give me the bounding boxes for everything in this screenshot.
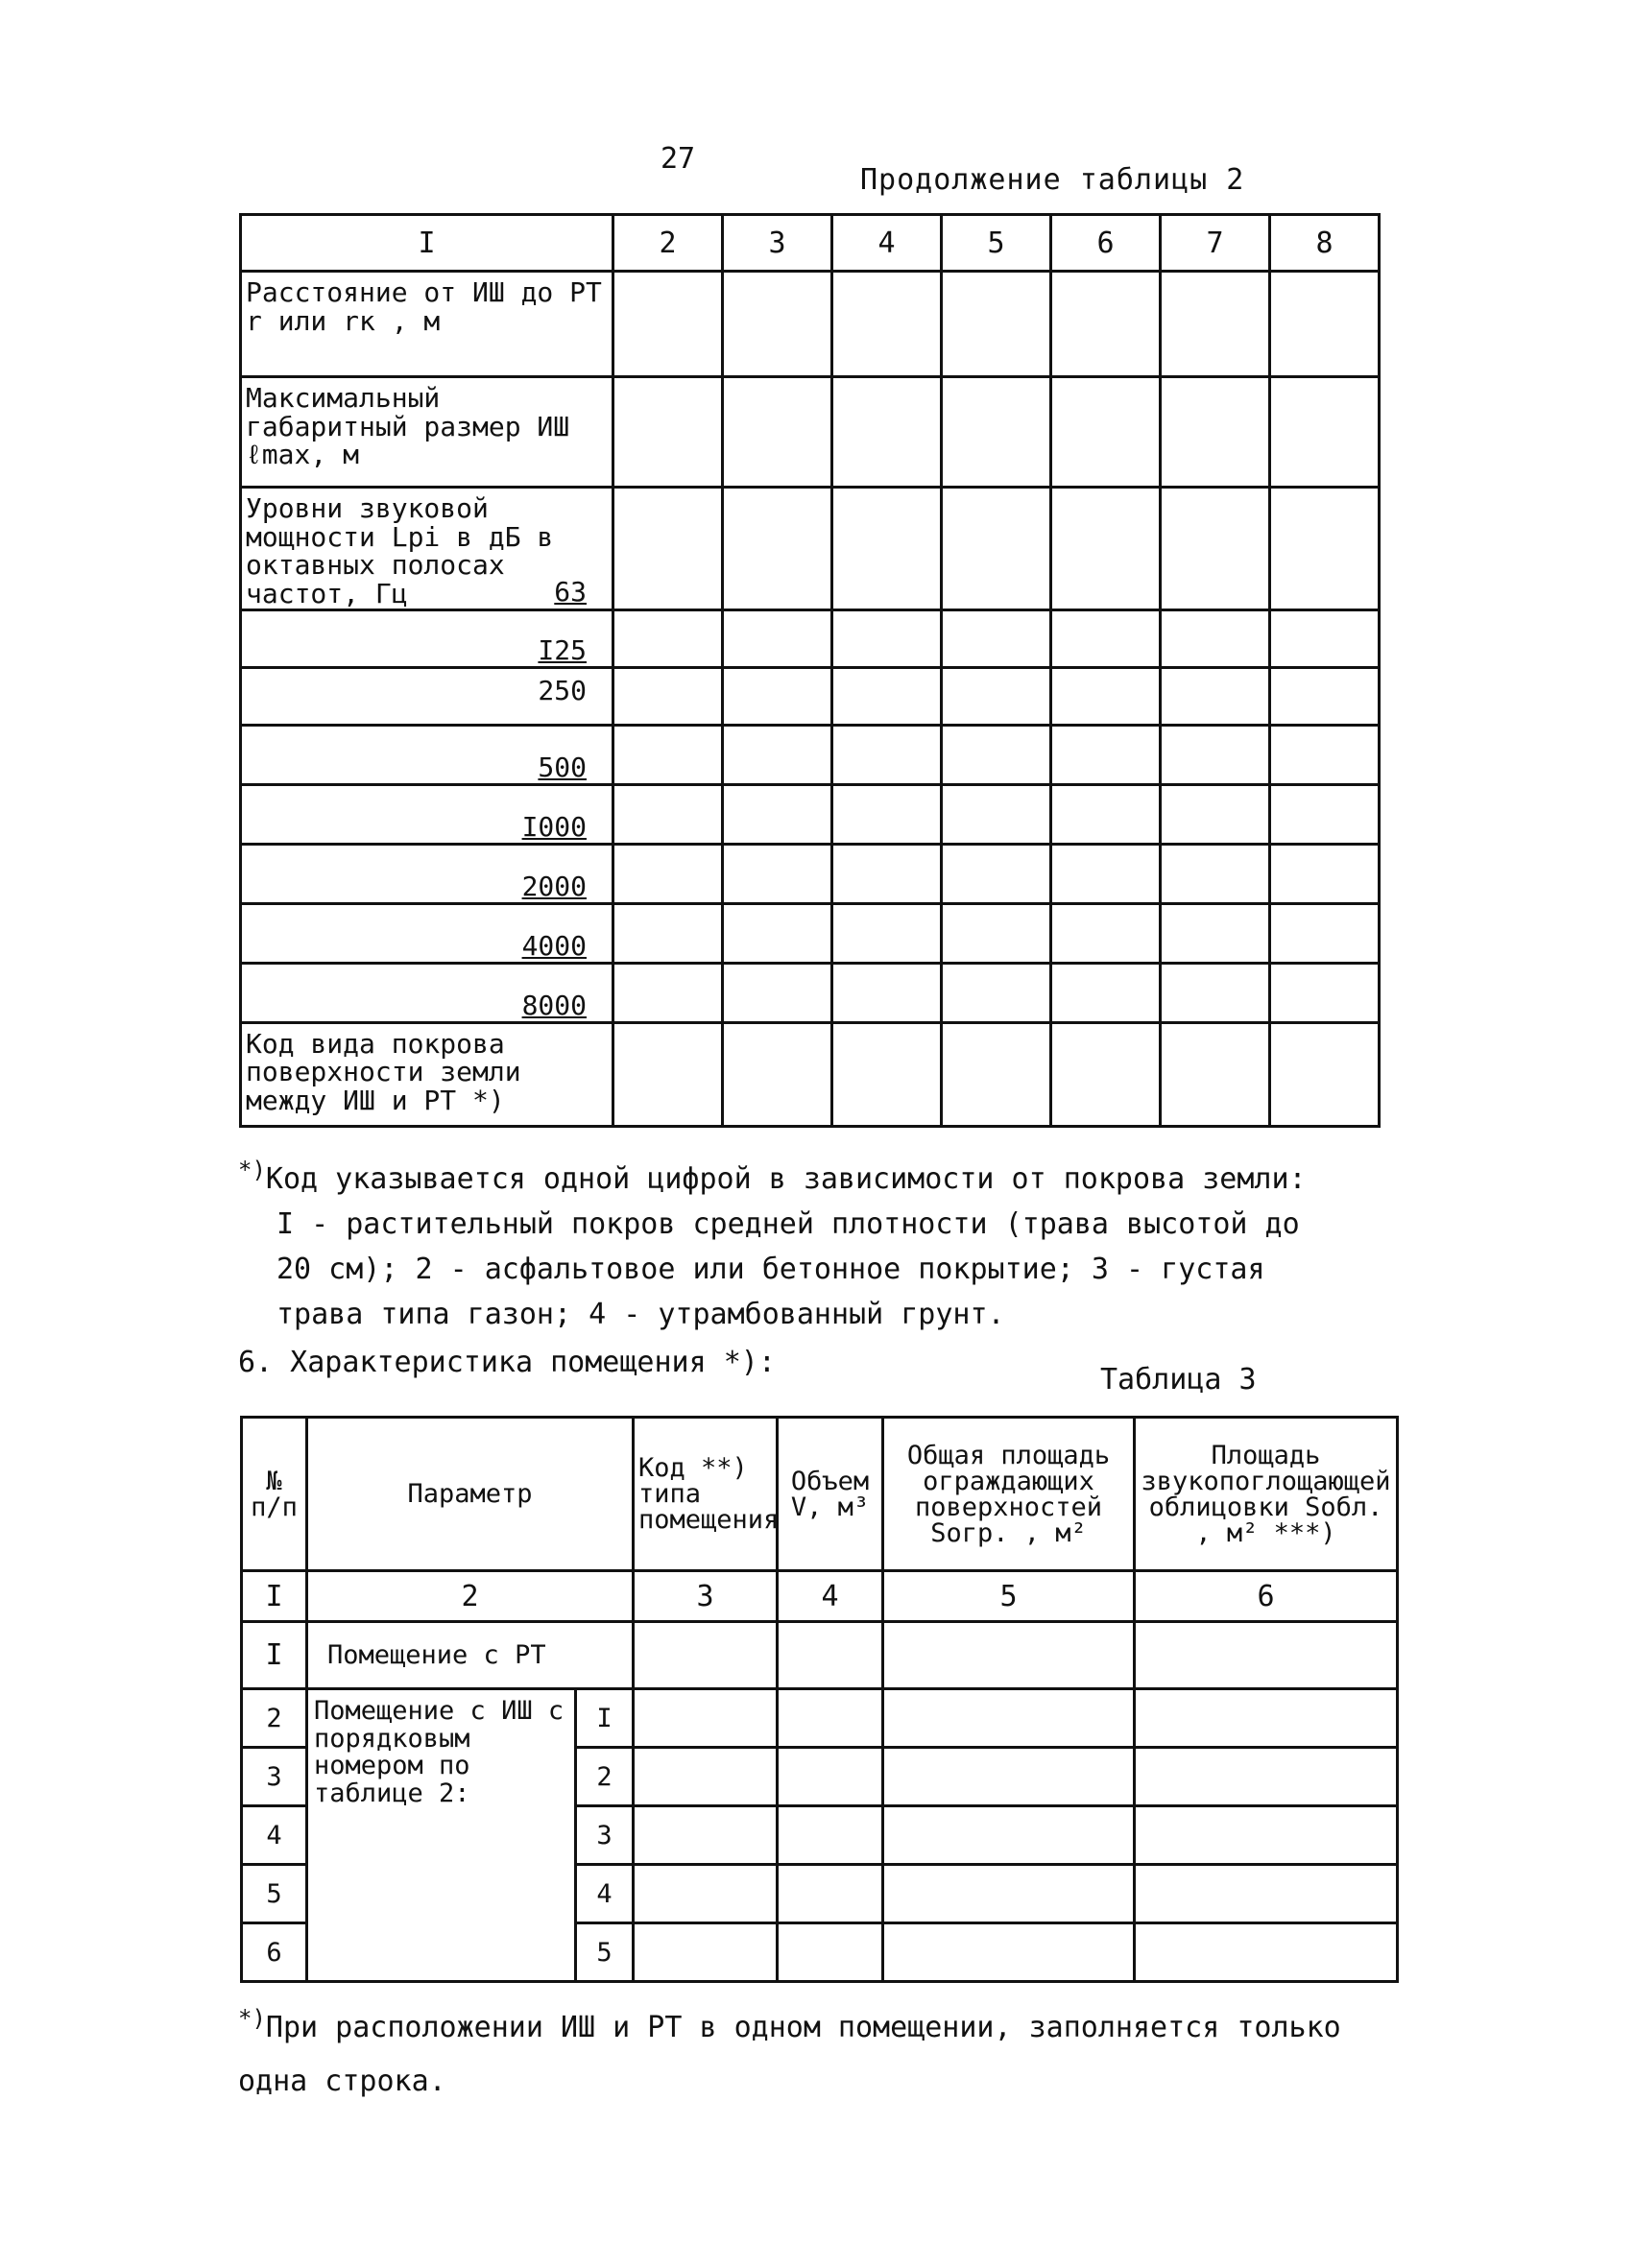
table-cell [832,667,942,725]
table-row [241,609,1380,667]
header-volume: Объем V, м³ [778,1418,883,1571]
table-cell [1135,1865,1398,1923]
freq-8000: 8000 [241,963,613,1022]
table-cell [942,667,1051,725]
table-cell [634,1689,778,1748]
header-absorb: Площадь звукопоглощающей облицовки Sобл. , м² ***) [1135,1418,1398,1571]
row-sub: 2 [576,1748,634,1806]
table-cell [1270,377,1380,488]
table-cell [1161,903,1270,963]
footnote-line: трава типа газон; 4 - утрамбованный грунт. [276,1298,1005,1331]
footnote-marker: *) [238,2005,266,2032]
table-cell [1051,272,1161,377]
table-cell [1051,377,1161,488]
footnote-ground-code [238,1148,1409,1337]
row-num: 2 [242,1689,307,1748]
table2-header: 6 [1051,215,1161,272]
header-code: Код **) типа помещения [634,1418,778,1571]
table2-header: I [241,215,613,272]
table-cell [832,784,942,844]
row-sub: 5 [576,1923,634,1982]
footnote-text: При расположении ИШ и РТ в одном помещении, заполняется только одна строка. [238,2011,1341,2098]
table-cell [832,963,942,1022]
table-cell [778,1622,883,1689]
footnote-line: I - растительный покров средней плотности (трава высотой до [276,1207,1300,1241]
table-cell [832,1022,942,1126]
table-cell [832,725,942,784]
table-cell [723,903,832,963]
table-row [242,1622,1398,1689]
table-cell [723,784,832,844]
table2-header: 7 [1161,215,1270,272]
section-6-title: 6. Характеристика помещения *): [238,1346,776,1379]
table-cell [1135,1748,1398,1806]
table-row [241,1022,1380,1126]
table-cell [942,963,1051,1022]
row-group-label: Помещение с ИШ с порядковым номером по таблице 2: [307,1689,576,1982]
table3-number-row [242,1571,1398,1622]
table-cell [613,963,723,1022]
table2-header: 2 [613,215,723,272]
table-cell [634,1622,778,1689]
row-label-max-size: Максимальный габаритный размер ИШ ℓmax, м [241,377,613,488]
column-number: I [242,1571,307,1622]
footnote-line: Код указывается одной цифрой в зависимости от покрова земли: [265,1162,1307,1196]
table-cell [1270,667,1380,725]
table-row [241,488,1380,610]
table-cell [1161,667,1270,725]
table-cell [723,725,832,784]
table-cell [723,844,832,903]
table-cell [1270,963,1380,1022]
table3-header-row [242,1418,1398,1571]
table-cell [832,903,942,963]
table-cell [883,1806,1135,1865]
column-number: 6 [1135,1571,1398,1622]
table-cell [1161,377,1270,488]
freq-250: 250 [241,667,613,725]
table-cell [883,1923,1135,1982]
table2-caption: Продолжение таблицы 2 [860,163,1245,197]
table-cell [1270,272,1380,377]
table3-caption: Таблица 3 [1100,1363,1257,1397]
table-cell [1135,1689,1398,1748]
row-num: 4 [242,1806,307,1865]
table-cell [634,1748,778,1806]
table-cell [1051,725,1161,784]
table-cell [1161,1022,1270,1126]
table-cell [1270,609,1380,667]
header-num: № п/п [242,1418,307,1571]
table-cell [832,377,942,488]
table-row [241,903,1380,963]
table-cell [778,1923,883,1982]
table-cell [613,844,723,903]
table-cell [778,1865,883,1923]
freq-2000: 2000 [241,844,613,903]
row-num: 3 [242,1748,307,1806]
table-row [241,963,1380,1022]
table-cell [1161,963,1270,1022]
table-cell [1051,844,1161,903]
table-cell [942,377,1051,488]
table-cell [1135,1622,1398,1689]
table-cell [723,963,832,1022]
row-num: I [242,1622,307,1689]
table-cell [942,272,1051,377]
row-label-ground-code: Код вида покрова поверхности земли между ИШ и РТ *) [241,1022,613,1126]
header-area: Общая площадь ограждающих поверхностей Sогр. , м² [883,1418,1135,1571]
table-cell [613,725,723,784]
table-cell [613,903,723,963]
table2-header-row [241,215,1380,272]
column-number: 5 [883,1571,1135,1622]
table-row [242,1689,1398,1748]
table-cell [1270,844,1380,903]
row-num: 6 [242,1923,307,1982]
table-cell [613,784,723,844]
table-row [241,377,1380,488]
table-cell [1270,903,1380,963]
row-sub: 3 [576,1806,634,1865]
table-3 [240,1416,1399,1983]
table-cell [1051,488,1161,610]
table-cell [1051,784,1161,844]
table2-header: 4 [832,215,942,272]
row-label: Помещение с РТ [307,1622,634,1689]
table-cell [634,1806,778,1865]
row-sub: 4 [576,1865,634,1923]
table-cell [723,488,832,610]
table-cell [942,609,1051,667]
table-cell [1161,784,1270,844]
row-sub: I [576,1689,634,1748]
table-cell [883,1748,1135,1806]
table-cell [832,272,942,377]
table-cell [778,1689,883,1748]
footnote-one-room [238,1992,1419,2109]
table-cell [942,488,1051,610]
table-cell [883,1865,1135,1923]
table-cell [942,903,1051,963]
freq-500: 500 [241,725,613,784]
table-cell [883,1689,1135,1748]
freq-125: I25 [241,609,613,667]
freq-4000: 4000 [241,903,613,963]
table-cell [1051,667,1161,725]
table-cell [1270,1022,1380,1126]
column-number: 2 [307,1571,634,1622]
table-cell [778,1748,883,1806]
table-cell [1270,725,1380,784]
table-cell [832,844,942,903]
freq-63: 63 [554,576,587,609]
table-cell [723,272,832,377]
table-cell [1051,609,1161,667]
column-number: 4 [778,1571,883,1622]
table-cell [832,609,942,667]
table-cell [1051,903,1161,963]
table-cell [1135,1806,1398,1865]
header-param: Параметр [307,1418,634,1571]
table-cell [634,1865,778,1923]
table-cell [883,1622,1135,1689]
footnote-marker: *) [238,1157,266,1183]
table-cell [613,377,723,488]
freq-1000: I000 [241,784,613,844]
table-cell [1161,488,1270,610]
table-cell [942,725,1051,784]
table-cell [723,1022,832,1126]
table-row [241,272,1380,377]
row-num: 5 [242,1865,307,1923]
table-cell [1051,1022,1161,1126]
table-cell [832,488,942,610]
table-cell [723,377,832,488]
table-cell [1135,1923,1398,1982]
table-cell [1161,609,1270,667]
table-cell [1161,725,1270,784]
table-cell [1270,488,1380,610]
table-cell [613,488,723,610]
table-cell [942,844,1051,903]
table-row [241,844,1380,903]
table-cell [1051,963,1161,1022]
footnote-line: 20 см); 2 - асфальтовое или бетонное покрытие; 3 - густая [276,1253,1265,1286]
table2-header: 3 [723,215,832,272]
row-label-sound-power [241,488,613,610]
page-number: 27 [661,142,696,176]
table2-header: 5 [942,215,1051,272]
table-2 [239,213,1381,1128]
row-label-distance: Расстояние от ИШ до РТ r или rк , м [241,272,613,377]
table-cell [942,1022,1051,1126]
table-cell [778,1806,883,1865]
table-cell [634,1923,778,1982]
table-cell [613,609,723,667]
table-cell [613,1022,723,1126]
table-cell [1270,784,1380,844]
table-cell [723,609,832,667]
table-cell [613,667,723,725]
sound-power-label: Уровни звуковой мощности Lpi в дБ в октавных полосах частот, Гц [246,492,554,610]
table-cell [1161,272,1270,377]
table-row [241,725,1380,784]
table-row [241,784,1380,844]
table-row [241,667,1380,725]
table-cell [613,272,723,377]
table-cell [942,784,1051,844]
table-cell [723,667,832,725]
table2-header: 8 [1270,215,1380,272]
column-number: 3 [634,1571,778,1622]
table-cell [1161,844,1270,903]
